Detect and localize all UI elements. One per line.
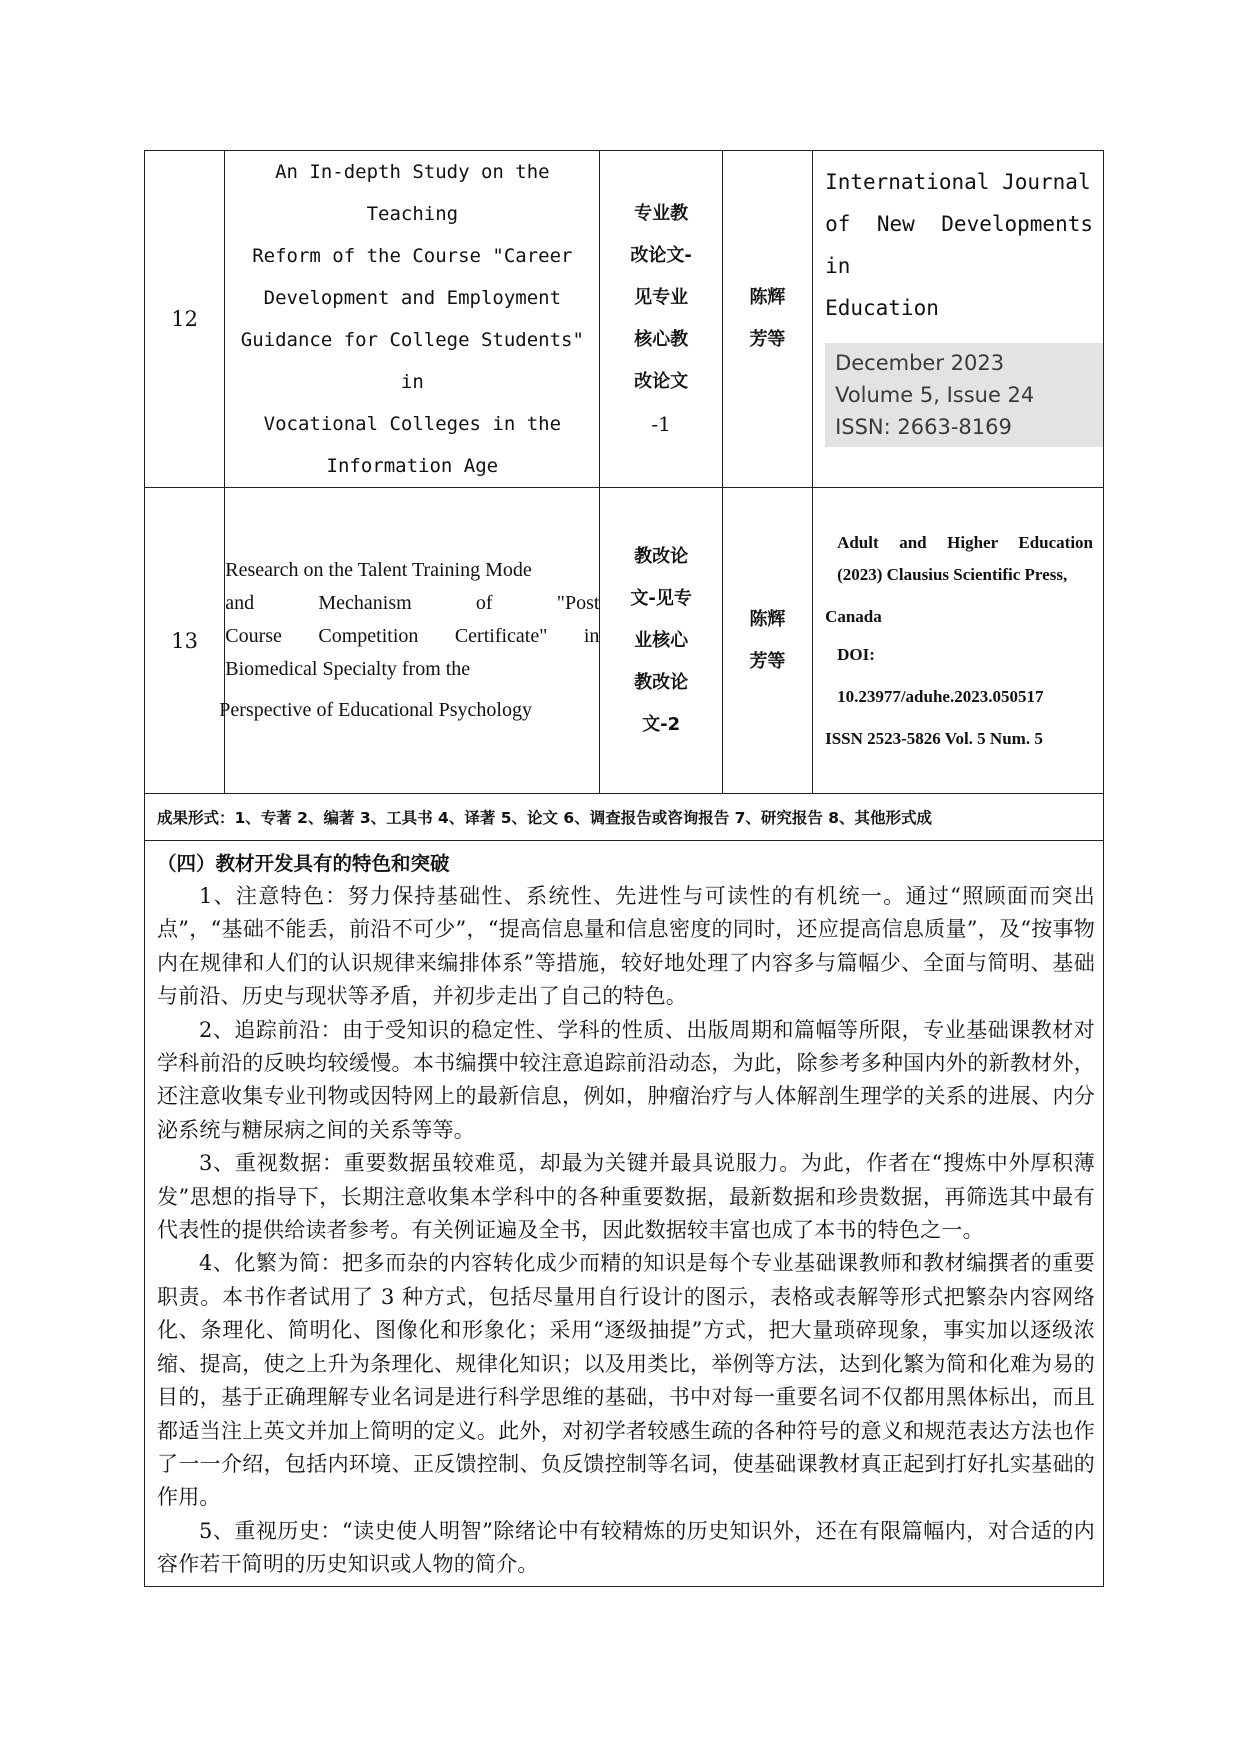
author-line: 芳等 — [749, 329, 786, 350]
doi-label: DOI: — [837, 644, 875, 664]
author-line: 陈辉 — [749, 608, 786, 630]
journal-line: Education — [825, 296, 939, 320]
paper-title — [219, 488, 600, 794]
journal-name — [825, 161, 1093, 329]
section-paragraph: 3、重视数据：重要数据虽较难觅，却最为关键并最具说服力。为此，作者在“搜炼中外厚积薄发”思想的指导下，长期注意收集本学科中的各种重要数据，最新数据和珍贵数据，再筛选其中最有代表性的提供给读者参考。有关例证遍及全书，因此数据较丰富也成了本书的特色之一。 — [157, 1151, 1095, 1243]
title-line: Biomedical Specialty from the — [225, 658, 471, 680]
paper-author — [722, 488, 812, 794]
journal-issue-snippet — [825, 343, 1103, 447]
section-title: （四）教材开发具有的特色和突破 — [157, 852, 450, 875]
achievements-table — [144, 150, 1104, 1587]
author-line: 芳等 — [749, 650, 786, 672]
issue-issn: ISSN: 2663-8169 — [835, 415, 1012, 439]
title-line: Research on the Talent Training Mode — [225, 559, 532, 581]
title-line: Information Age — [326, 455, 499, 477]
section-paragraph: 4、化繁为简：把多而杂的内容转化成少而精的知识是每个专业基础课教师和教材编撰者的重要职责。本书作者试用了 3 种方式，包括尽量用自行设计的图示，表格或表解等形式把繁杂内容网络化、条理化、简明化、图像化和形象化；采用“逐级抽提”方式，把大量琐碎现象，事实加以逐级浓缩、提高，使之上升为条理化、规律化知识；以及用类比，举例等方法，达到化繁为简和化难为易的目的，基于正确理解专业名词是进行科学思维的基础，书中对每一重要名词不仅都用黑体标出，而且都适当注上英文并加上简明的定义。此外，对初学者较感生疏的各种符号的意义和规范表达方法也作了一一介绍，包括内环境、正反馈控制、负反馈控制等名词，使基础课教材真正起到打好扎实基础的作用。 — [157, 1251, 1095, 1510]
row-number: 13 — [145, 488, 225, 794]
category-line: 文-见专 — [630, 587, 692, 609]
publisher-line: (2023) Clausius Scientific Press, — [837, 564, 1068, 584]
issn-info: ISSN 2523-5826 Vol. 5 Num. 5 — [825, 728, 1043, 748]
row-number: 12 — [145, 151, 225, 488]
category-line: 文-2 — [642, 713, 681, 735]
title-line: Reform of the Course "Career — [252, 245, 573, 267]
journal-line: International Journal — [825, 170, 1091, 194]
doi-value: 10.23977/aduhe.2023.050517 — [837, 686, 1044, 706]
category-line: -1 — [651, 412, 671, 436]
title-line: Development and Employment — [263, 287, 562, 309]
category-line: 改论文 — [634, 371, 689, 392]
issue-volume: Volume 5, Issue 24 — [835, 383, 1035, 407]
category-line: 业核心 — [634, 629, 689, 651]
table-row — [145, 151, 1104, 488]
paper-category — [600, 151, 722, 488]
paper-category — [600, 488, 722, 794]
category-line: 教改论 — [634, 545, 689, 567]
section-paragraph: 2、追踪前沿：由于受知识的稳定性、学科的性质、出版周期和篇幅等所限，专业基础课教材对学科前沿的反映均较缓慢。本书编撰中较注意追踪前沿动态，为此，除参考多种国内外的新教材外，还注意收集专业刊物或因特网上的最新信息，例如，肿瘤治疗与人体解剖生理学的关系的进展、内分泌系统与糖尿病之间的关系等等。 — [157, 1017, 1095, 1142]
section-paragraph: 1、注意特色：努力保持基础性、系统性、先进性与可读性的有机统一。通过“照顾面而突出点”，“基础不能丢，前沿不可少”，“提高信息量和信息密度的同时，还应提高信息质量”，及“按事物内在规律和人们的认识规律来编排体系”等措施，较好地处理了内容多与篇幅少、全面与简明、基础与前沿、历史与现状等矛盾，并初步走出了自己的特色。 — [157, 884, 1095, 1009]
category-line: 见专业 — [634, 287, 689, 308]
author-line: 陈辉 — [749, 287, 786, 308]
title-line: An In-depth Study on the Teaching — [275, 161, 550, 225]
category-line: 核心教 — [634, 329, 689, 350]
publication-info — [813, 151, 1104, 488]
title-line: Course Competition Certificate" in — [225, 625, 600, 647]
title-line: Vocational Colleges in the — [263, 413, 562, 435]
table-row — [145, 488, 1104, 794]
section-row — [145, 841, 1104, 1587]
title-line: and Mechanism of "Post — [225, 592, 600, 614]
category-line: 教改论 — [634, 671, 689, 693]
paper-title — [225, 151, 600, 488]
category-line: 专业教 — [634, 203, 689, 224]
form-note-row — [145, 794, 1104, 841]
form-note: 成果形式：1、专著 2、编著 3、工具书 4、译著 5、论文 6、调查报告或咨询报告 7、研究报告 8、其他形式成 — [145, 794, 1104, 841]
publisher-line: Canada — [825, 606, 882, 626]
category-line: 改论文- — [630, 245, 692, 266]
title-line: Perspective of Educational Psychology — [219, 699, 532, 721]
publisher-line: Adult and Higher Education — [837, 532, 1093, 552]
paper-author — [722, 151, 812, 488]
section-paragraph: 5、重视历史：“读史使人明智”除绪论中有较精炼的历史知识外，还在有限篇幅内，对合适的内容作若干简明的历史知识或人物的简介。 — [157, 1518, 1095, 1577]
issue-date: December 2023 — [835, 351, 1005, 375]
journal-line: of New Developments in — [825, 212, 1093, 278]
publication-info — [813, 488, 1104, 794]
section-cell — [145, 841, 1104, 1587]
title-line: Guidance for College Students" in — [240, 329, 584, 393]
